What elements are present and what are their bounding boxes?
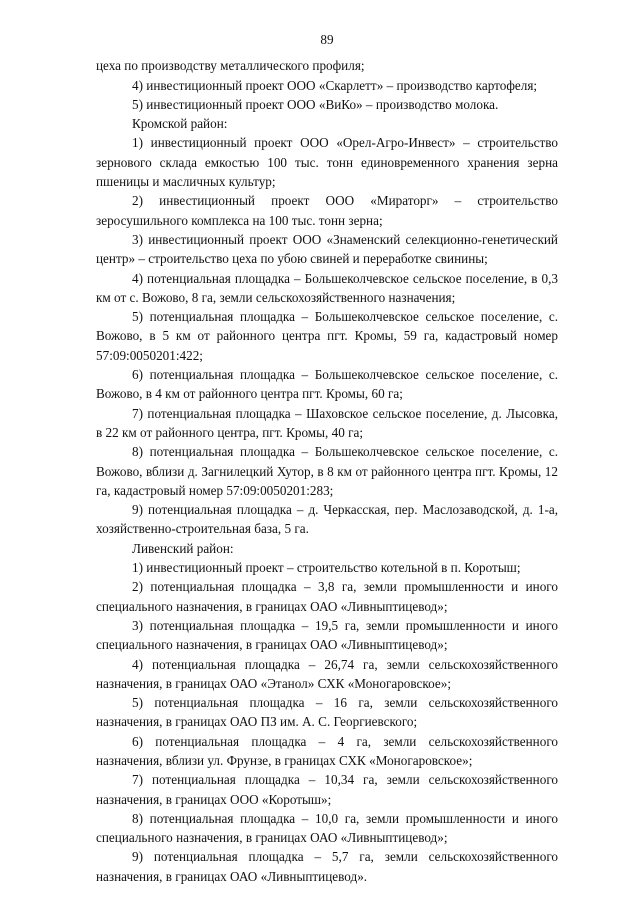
paragraph: Кромской район: [132,116,228,132]
paragraph: 2) инвестиционный проект ООО «Мираторг» – строительство зеросушильного комплекса на 100 тыс. тонн зерна; [96,193,558,228]
paragraph: 3) потенциальная площадка – 19,5 га, земли промышленности и иного специального назначения, в границах ОАО «Ливныптицевод»; [96,617,558,653]
paragraph: 4) инвестиционный проект ООО «Скарлетт» – производство картофеля; [132,77,538,93]
paragraph: 2) потенциальная площадка – 3,8 га, земли промышленности и иного специального назначения, в границах ОАО «Ливныптицевод»; [96,579,558,614]
paragraph: 7) потенциальная площадка – Шаховское сельское поселение, д. Лысовка, в 22 км от районного центра, пгт. Кромы, 40 га; [96,405,558,440]
paragraph: 5) потенциальная площадка – Большеколчевское сельское поселение, с. Вожово, в 5 км от районного центра пгт. Кромы, 59 га, кадастровый номер 57:09:0050201:422; [96,309,558,363]
paragraph: 1) инвестиционный проект ООО «Орел-Агро-Инвест» – строительство зернового склада емкостью 100 тыс. тонн единовременного хранения зерна пшеницы и масличных культур; [96,135,558,190]
paragraph: 8) потенциальная площадка – 10,0 га, земли промышленности и иного специального назначения, в границах ОАО «Ливныптицевод»; [96,810,558,846]
paragraph: 1) инвестиционный проект – строительство котельной в п. Коротыш; [132,560,521,576]
paragraph: 9) потенциальная площадка – 5,7 га, земли сельскохозяйственного назначения, в границах ОАО «Ливныптицевод». [96,849,558,884]
paragraph: 7) потенциальная площадка – 10,34 га, земли сельскохозяйственного назначения, в границах ООО «Коротыш»; [96,772,558,807]
paragraph: 3) инвестиционный проект ООО «Знаменский селекционно-генетический центр» – строительство цеха по убою свиней и переработке свинины; [96,231,558,267]
paragraph: 6) потенциальная площадка – 4 га, земли сельскохозяйственного назначения, вблизи ул. Фрунзе, в границах СХК «Моногаровское»; [96,733,558,768]
page-number: 89 [320,32,334,47]
paragraph: 5) инвестиционный проект ООО «ВиКо» – производство молока. [132,96,499,112]
paragraph: 5) потенциальная площадка – 16 га, земли сельскохозяйственного назначения, в границах ОАО ПЗ им. А. С. Георгиевского; [96,695,558,730]
document-page [96,30,558,886]
paragraph: 9) потенциальная площадка – д. Черкасская, пер. Маслозаводской, д. 1-а, хозяйственно-строительная база, 5 га. [96,502,558,537]
paragraph: цеха по производству металлического профиля; [96,58,365,74]
paragraph: 4) потенциальная площадка – 26,74 га, земли сельскохозяйственного назначения, в границах ОАО «Этанол» СХК «Моногаровское»; [96,656,558,691]
paragraph: 6) потенциальная площадка – Большеколчевское сельское поселение, с. Вожово, в 4 км от районного центра пгт. Кромы, 60 га; [96,367,558,402]
paragraph: Ливенский район: [132,540,234,556]
paragraph: 4) потенциальная площадка – Большеколчевское сельское поселение, в 0,3 км от с. Вожово, 8 га, земли сельскохозяйственного назначения; [96,270,558,305]
document-body [96,56,558,886]
paragraph: 8) потенциальная площадка – Большеколчевское сельское поселение, с. Вожово, вблизи д. Загнилецкий Хутор, в 8 км от районного центра пгт. Кромы, 12 га, кадастровый номер 57:09:0050201:283; [96,444,558,498]
